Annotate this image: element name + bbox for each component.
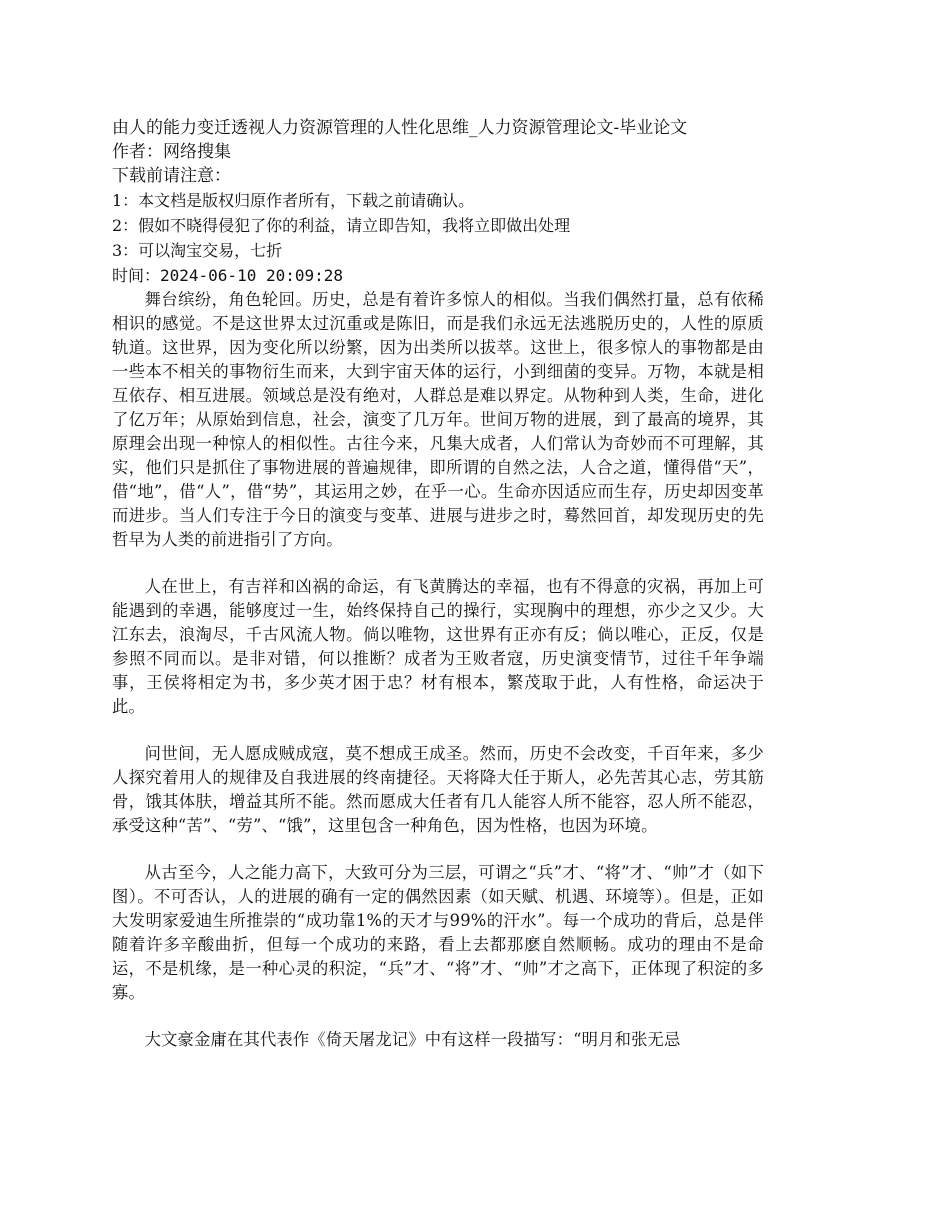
notice-item: 3：可以淘宝交易，七折 xyxy=(112,241,283,260)
notice-item: 2：假如不晓得侵犯了你的利益，请立即告知，我将立即做出处理 xyxy=(112,216,571,235)
document-author: 作者：网络搜集 xyxy=(112,142,231,162)
article-paragraph: 人在世上，有吉祥和凶祸的命运，有飞黄腾达的幸福，也有不得意的灾祸，再加上可能遇到的幸遇，能够度过一生，始终保持自己的操行，实现胸中的理想，亦少之又少。大江东去，浪淘尽，千古风流人物。倘以唯物，这世界有正亦有反；倘以唯心，正反，仅是参照不同而以。是非对错，何以推断？成者为王败者寇，历史演变情节，过往千年争端事，王侯将相定为书，多少英才困于忠？材有根本，繁茂取于此，人有性格，命运决于此。 xyxy=(112,577,764,716)
article-paragraph: 从古至今，人之能力高下，大致可分为三层，可谓之“兵”才、“将”才、“帅”才（如下图）。不可否认，人的进展的确有一定的偶然因素（如天赋、机遇、环境等）。但是，正如大发明家爱迪生所推崇的“成功靠1%的天才与99%的汗水”。每一个成功的背后，总是伴随着许多辛酸曲折，但每一个成功的来路，看上去都那麽自然顺畅。成功的理由不是命运，不是机缘，是一种心灵的积淀，“兵”才、“将”才、“帅”才之高下，正体现了积淀的多寡。 xyxy=(112,863,764,1002)
notice-heading: 下载前请注意： xyxy=(112,166,231,186)
article-paragraph: 问世间，无人愿成贼成寇，莫不想成王成圣。然而，历史不会改变，千百年来，多少人探究着用人的规律及自我进展的终南捷径。天将降大任于斯人，必先苦其心志，劳其筋骨，饿其体肤，增益其所不能。然而愿成大任者有几人能容人所不能容，忍人所不能忍，承受这种“苦”、“劳”、“饿”，这里包含一种角色，因为性格，也因为环境。 xyxy=(112,744,764,835)
article-paragraph: 舞台缤纷，角色轮回。历史，总是有着许多惊人的相似。当我们偶然打量，总有依稀相识的感觉。不是这世界太过沉重或是陈旧，而是我们永远无法逃脱历史的，人性的原质轨道。这世界，因为变化所以纷繁，因为出类所以拔萃。这世上，很多惊人的事物都是由一些本不相关的事物衍生而来，大到宇宙天体的运行，小到细菌的变异。万物，本就是相互依存、相互进展。领域总是没有绝对，人群总是难以界定。从物种到人类，生命，进化了亿万年；从原始到信息，社会，演变了几万年。世间万物的进展，到了最高的境界，其原理会出现一种惊人的相似性。古往今来，凡集大成者，人们常认为奇妙而不可理解，其实，他们只是抓住了事物进展的普遍规律，即所谓的自然之法，人合之道，懂得借“天”，借“地”，借“人”，借“势”，其运用之妙，在乎一心。生命亦因适应而生存，历史却因变革而进步。当人们专注于今日的演变与变革、进展与进步之时，蓦然回首，却发现历史的先哲早为人类的前进指引了方向。 xyxy=(112,290,764,549)
article-paragraph: 大文豪金庸在其代表作《倚天屠龙记》中有这样一段描写：“明月和张无忌 xyxy=(144,1030,681,1049)
notice-item: 1：本文档是版权归原作者所有，下载之前请确认。 xyxy=(112,191,475,210)
document-time: 时间：2024-06-10 20:09:28 xyxy=(112,266,344,285)
article-body xyxy=(112,288,764,1052)
document-title: 由人的能力变迁透视人力资源管理的人性化思维_人力资源管理论文-毕业论文 xyxy=(112,118,688,138)
